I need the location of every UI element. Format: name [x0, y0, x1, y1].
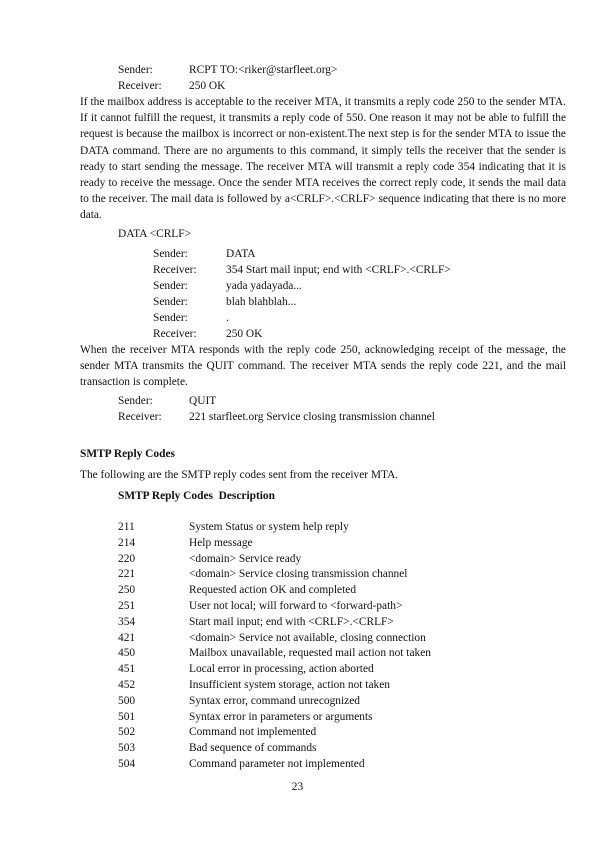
reply-code-description: Command not implemented: [189, 726, 317, 739]
data-row-role: Sender:: [153, 248, 188, 260]
reply-code-description: <domain> Service not available, closing connection: [189, 631, 426, 644]
data-row-role: Sender:: [153, 296, 188, 308]
reply-code: 452: [118, 679, 136, 691]
rcpt-sender-text: RCPT TO:<riker@starfleet.org>: [189, 64, 338, 76]
data-row-text: blah blahblah...: [226, 296, 297, 308]
reply-code-description: Insufficient system storage, action not taken: [189, 679, 390, 691]
reply-code-description: Local error in processing, action aborted: [189, 663, 374, 676]
reply-code: 354: [118, 615, 136, 628]
reply-code: 221: [118, 568, 136, 581]
rcpt-receiver-label: Receiver:: [118, 80, 162, 92]
data-heading: DATA <CRLF>: [118, 228, 192, 240]
reply-code: 421: [118, 631, 136, 644]
reply-code: 214: [118, 536, 136, 549]
reply-code: 251: [118, 600, 136, 612]
reply-code-description: Syntax error, command unrecognized: [189, 694, 360, 707]
quit-receiver-text: 221 starfleet.org Service closing transmission channel: [189, 411, 435, 423]
reply-code: 450: [118, 647, 136, 660]
section-heading: SMTP Reply Codes: [80, 448, 175, 460]
reply-code: 503: [118, 742, 136, 755]
paragraph-quit-command: When the receiver MTA responds with the reply code 250, acknowledging receipt of the message, the sender MTA transmits the QUIT command. The receiver MTA sends the reply code 221, and the mail transaction is complete.: [80, 344, 566, 389]
data-row-text: 250 OK: [226, 328, 263, 340]
rcpt-sender-label: Sender:: [118, 64, 153, 76]
data-row-role: Receiver:: [153, 328, 197, 340]
reply-code-description: Bad sequence of commands: [189, 742, 317, 755]
section-intro: The following are the SMTP reply codes sent from the receiver MTA.: [80, 469, 399, 481]
reply-code: 451: [118, 663, 136, 676]
table-header: SMTP Reply Codes Description: [118, 490, 275, 502]
data-row-text: .: [226, 312, 229, 324]
data-row-role: Sender:: [153, 280, 188, 292]
reply-code-description: Help message: [189, 536, 253, 549]
rcpt-receiver-text: 250 OK: [189, 80, 226, 92]
reply-code-description: Mailbox unavailable, requested mail action not taken: [189, 647, 431, 660]
quit-receiver-label: Receiver:: [118, 411, 162, 423]
reply-code: 501: [118, 710, 136, 723]
quit-sender-text: QUIT: [189, 395, 217, 407]
reply-code: 211: [118, 521, 135, 533]
reply-code: 504: [118, 758, 136, 770]
reply-code-description: Requested action OK and completed: [189, 584, 357, 597]
reply-code-description: User not local; will forward to <forward-path>: [189, 600, 403, 612]
data-row-role: Receiver:: [153, 264, 197, 276]
reply-code-description: Command parameter not implemented: [189, 758, 365, 770]
quit-sender-label: Sender:: [118, 395, 153, 407]
data-row-text: 354 Start mail input; end with <CRLF>.<CRLF>: [226, 264, 451, 276]
page-number: 23: [291, 781, 304, 793]
reply-code: 250: [118, 584, 136, 597]
reply-code-description: Start mail input; end with <CRLF>.<CRLF>: [189, 615, 394, 628]
reply-code: 502: [118, 726, 136, 739]
data-row-role: Sender:: [153, 312, 188, 324]
reply-code-description: Syntax error in parameters or arguments: [189, 710, 373, 723]
data-row-text: yada yadayada...: [226, 280, 302, 292]
reply-code-description: <domain> Service closing transmission channel: [189, 568, 408, 581]
reply-code: 500: [118, 694, 136, 707]
reply-code-description: <domain> Service ready: [189, 552, 302, 565]
reply-code: 220: [118, 552, 136, 565]
reply-code-description: System Status or system help reply: [189, 521, 349, 533]
paragraph-data-command: If the mailbox address is acceptable to the receiver MTA, it transmits a reply code 250 to the sender MTA. If it cannot fulfill the request, it transmits a reply code of 550. One reason it may not be able to fulfill the request is because the mailbox is incorrect or non-existent.The next step is for the sender MTA to issue the DATA command. There are no arguments to this command, it simply tells the receiver that the sender is ready to start sending the message. The receiver MTA will transmit a reply code 354 indicating that it is ready to receive the message. Once the sender MTA receives the correct reply code, it sends the mail data to the receiver. The mail data is followed by a<CRLF>.<CRLF> sequence indicating that there is no more data.: [80, 96, 566, 222]
data-row-text: DATA: [226, 248, 256, 260]
